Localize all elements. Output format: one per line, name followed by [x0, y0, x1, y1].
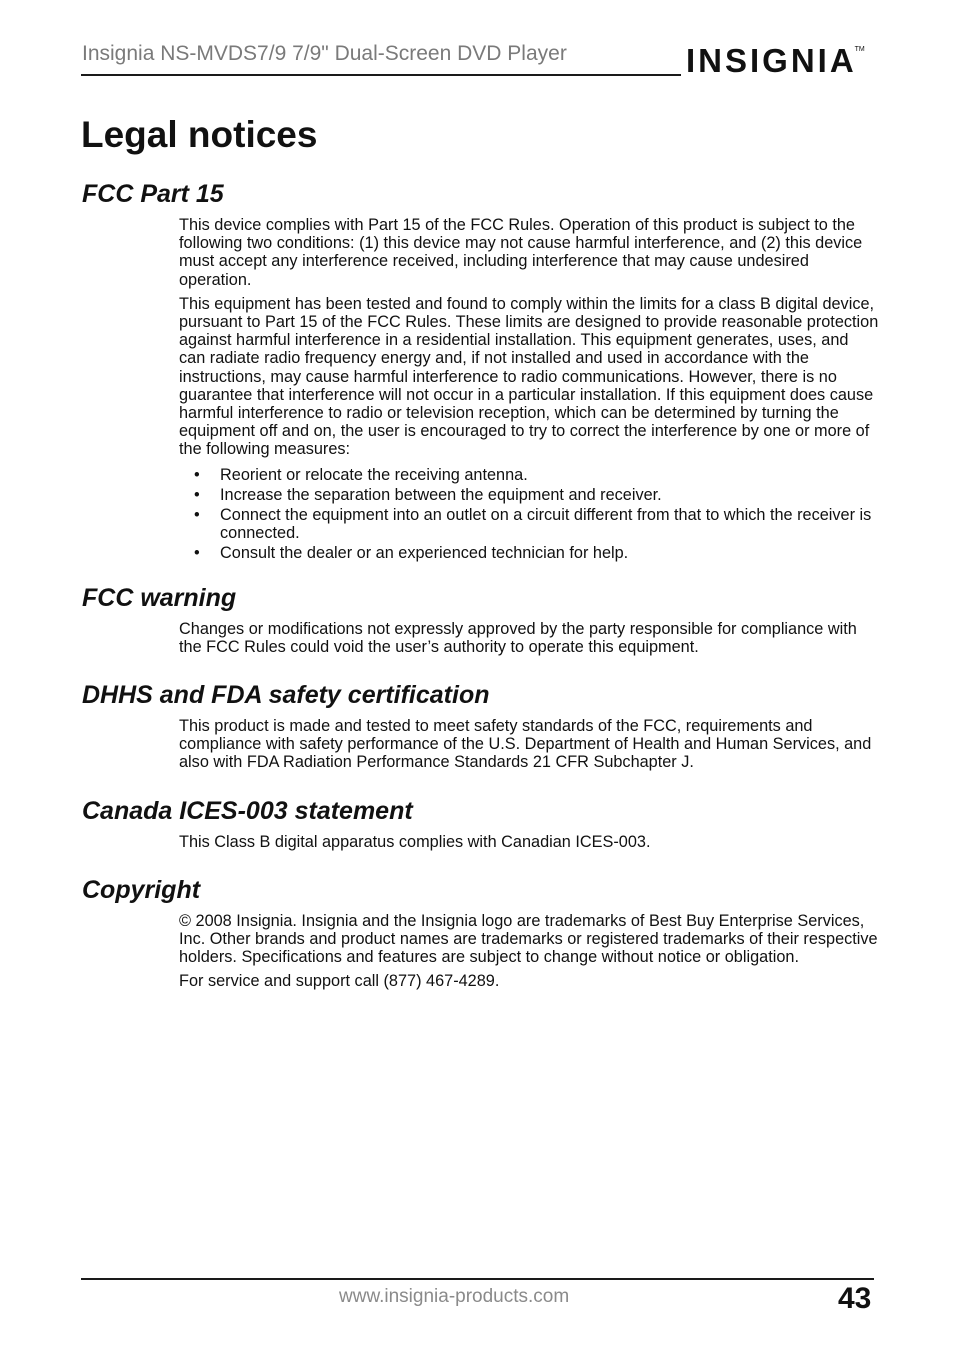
bullet-icon: • [194, 544, 200, 563]
paragraph: Changes or modifications not expressly approved by the party responsible for compliance with the FCC Rules could void the user’s authority to operate this equipment. [179, 619, 857, 656]
section-dhhs-fda [0, 678, 954, 772]
list-item [194, 544, 875, 563]
footer-divider [81, 1278, 874, 1280]
paragraph: This product is made and tested to meet safety standards of the FCC, requirements and compliance with safety performance of the U.S. Department of Health and Human Services, and also with FDA Radiation Performance Standards 21 CFR Subchapter J. [179, 717, 872, 772]
list-item [194, 485, 875, 504]
list-item-text: Connect the equipment into an outlet on a circuit different from that to which the receiver is connected. [220, 506, 872, 543]
section-heading: Canada ICES-003 statement [82, 796, 413, 825]
section-copyright [0, 873, 954, 991]
bullet-icon: • [194, 485, 200, 504]
paragraph: This device complies with Part 15 of the FCC Rules. Operation of this product is subject to the following two conditions: (1) this device may not cause harmful interference, and (2) this device must accept any interference received, including interference that may cause undesired operation. [179, 216, 863, 289]
insignia-logo [686, 42, 865, 79]
paragraph: This equipment has been tested and found to comply within the limits for a class B digital device, pursuant to Part 15 of the FCC Rules. These limits are designed to provide reasonable protection against harmful interference in a residential installation. This equipment generates, uses, and can radiate radio frequency energy and, if not installed and used in accordance with the instructions, may cause harmful interference to radio communications. However, there is no guarantee that interference will not occur in a particular installation. If this equipment does cause harmful interference to radio or television reception, which can be determined by turning the equipment off and on, the user is encouraged to try to correct the interference by one or more of the following measures: [179, 294, 879, 459]
page-title: Legal notices [81, 114, 318, 155]
header-divider [81, 74, 681, 76]
section-heading: DHHS and FDA safety certification [82, 681, 490, 710]
list-item-text: Consult the dealer or an experienced technician for help. [220, 544, 629, 563]
paragraph: This Class B digital apparatus complies with Canadian ICES-003. [179, 832, 651, 851]
page-number: 43 [838, 1282, 872, 1315]
logo-trademark: TM [854, 46, 865, 53]
list-item-text: Increase the separation between the equipment and receiver. [220, 485, 662, 504]
section-heading: Copyright [82, 875, 201, 904]
section-canada-ices [0, 794, 954, 851]
website-url: www.insignia-products.com [339, 1286, 570, 1307]
main-content [0, 177, 954, 997]
bullet-list [0, 466, 954, 563]
section-fcc-part-15 [0, 177, 954, 563]
section-heading: FCC Part 15 [82, 180, 224, 208]
support-phone-text: For service and support call (877) 467-4289. [179, 972, 500, 991]
bullet-icon: • [194, 465, 200, 484]
bullet-icon: • [194, 506, 200, 525]
section-heading: FCC warning [82, 583, 237, 612]
logo-wordmark: INSIGNIA [686, 42, 857, 79]
document-title: Insignia NS-MVDS7/9 7/9" Dual-Screen DVD Player [82, 42, 567, 65]
paragraph: © 2008 Insignia. Insignia and the Insignia logo are trademarks of Best Buy Enterprise Services, Inc. Other brands and product names are trademarks or registered trademarks of their respective holders. Specifications and features are subject to change without notice or obligation. [179, 911, 878, 967]
list-item [194, 506, 875, 543]
section-fcc-warning [0, 581, 954, 656]
list-item-text: Reorient or relocate the receiving antenna. [220, 465, 528, 484]
list-item [194, 465, 875, 484]
